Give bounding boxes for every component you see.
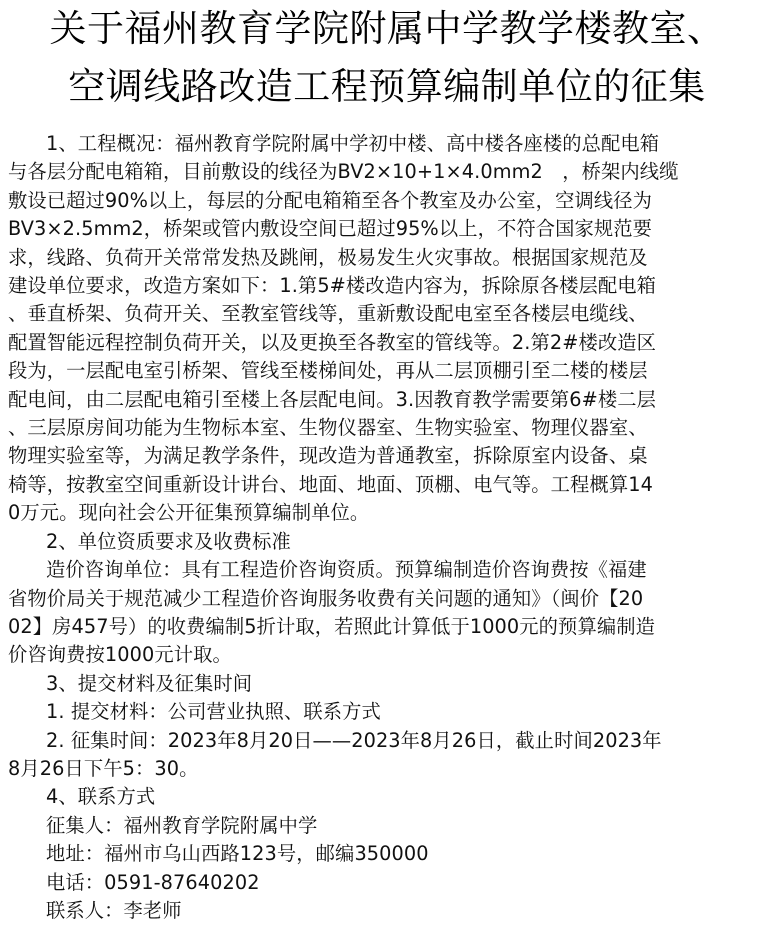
title-line-2: 空调线路改造工程预算编制单位的征集 [68,65,706,108]
section-project-overview [8,130,766,528]
overview-line: 建设单位要求，改造方案如下：1.第5#楼改造内容为，拆除原各楼层配电箱 [8,274,657,298]
section-contact [8,783,766,925]
overview-line: 配置智能远程控制负荷开关，以及更换至各教室的管线等。2.第2#楼改造区 [8,330,657,354]
overview-line: 、三层原房间功能为生物标本室、生物仪器室、生物实验室、物理仪器室、 [8,416,648,440]
overview-line: 配电间，由二层配电箱引至楼上各层配电间。3.因教育教学需要第6#楼二层 [8,387,657,411]
overview-line: 椅等，按教室空间重新设计讲台、地面、地面、顶棚、电气等。工程概算14 [8,472,653,496]
address-line: 地址：福州市乌山西路123号，邮编350000 [46,842,429,866]
phone-line: 电话：0591-87640202 [46,870,260,894]
collection-time-line: 2. 征集时间：2023年8月20日——2023年8月26日，截止时间2023年 [46,728,662,752]
overview-line: 求，线路、负荷开关常常发热及跳闸，极易发生火灾事故。根据国家规范及 [8,245,648,269]
overview-line: 1、工程概况：福州教育学院附属中学初中楼、高中楼各座楼的总配电箱 [46,132,660,155]
contact-person-line: 联系人：李老师 [46,898,182,922]
section-heading: 2、单位资质要求及收费标准 [46,529,291,553]
overview-line: BV3×2.5mm2，桥架或管内敷设空间已超过95%以上，不符合国家规范要 [8,217,653,241]
document-title [8,0,766,116]
section-heading: 4、联系方式 [46,785,156,809]
section-materials-time [8,670,766,784]
overview-line: 段为，一层配电室引桥架、管线至楼梯间处，再从二层顶棚引至二楼的楼层 [8,359,648,383]
materials-item: 1. 提交材料：公司营业执照、联系方式 [46,700,381,724]
overview-line: 物理实验室等，为满足教学条件，现改造为普通教室，拆除原室内设备、桌 [8,444,648,468]
overview-line: 敷设已超过90%以上，每层的分配电箱箱至各个教室及办公室，空调线径为 [8,188,652,212]
section-qualification-fees [8,528,766,670]
qualification-line: 价咨询费按1000元计取。 [8,643,232,667]
collector-line: 征集人：福州教育学院附属中学 [46,813,318,837]
overview-line: 与各层分配电箱箱，目前敷设的线径为BV2×10+1×4.0mm2 ，桥架内线缆 [8,160,679,184]
document-body [8,130,766,925]
overview-line: 0万元。现向社会公开征集预算编制单位。 [8,501,370,525]
collection-time-line: 8月26日下午5：30。 [8,756,199,780]
title-line-1: 关于福州教育学院附属中学教学楼教室、 [49,7,725,50]
qualification-line: 02】房457号）的收费编制5折计取，若照此计算低于1000元的预算编制造 [8,614,655,638]
section-heading: 3、提交材料及征集时间 [46,671,253,695]
overview-line: 、垂直桥架、负荷开关、至教室管线等，重新敷设配电室至各楼层电缆线、 [8,302,648,326]
qualification-line: 造价咨询单位：具有工程造价咨询资质。预算编制造价咨询费按《福建 [46,558,647,582]
qualification-line: 省物价局关于规范减少工程造价咨询服务收费有关问题的通知》（闽价【20 [8,586,644,610]
